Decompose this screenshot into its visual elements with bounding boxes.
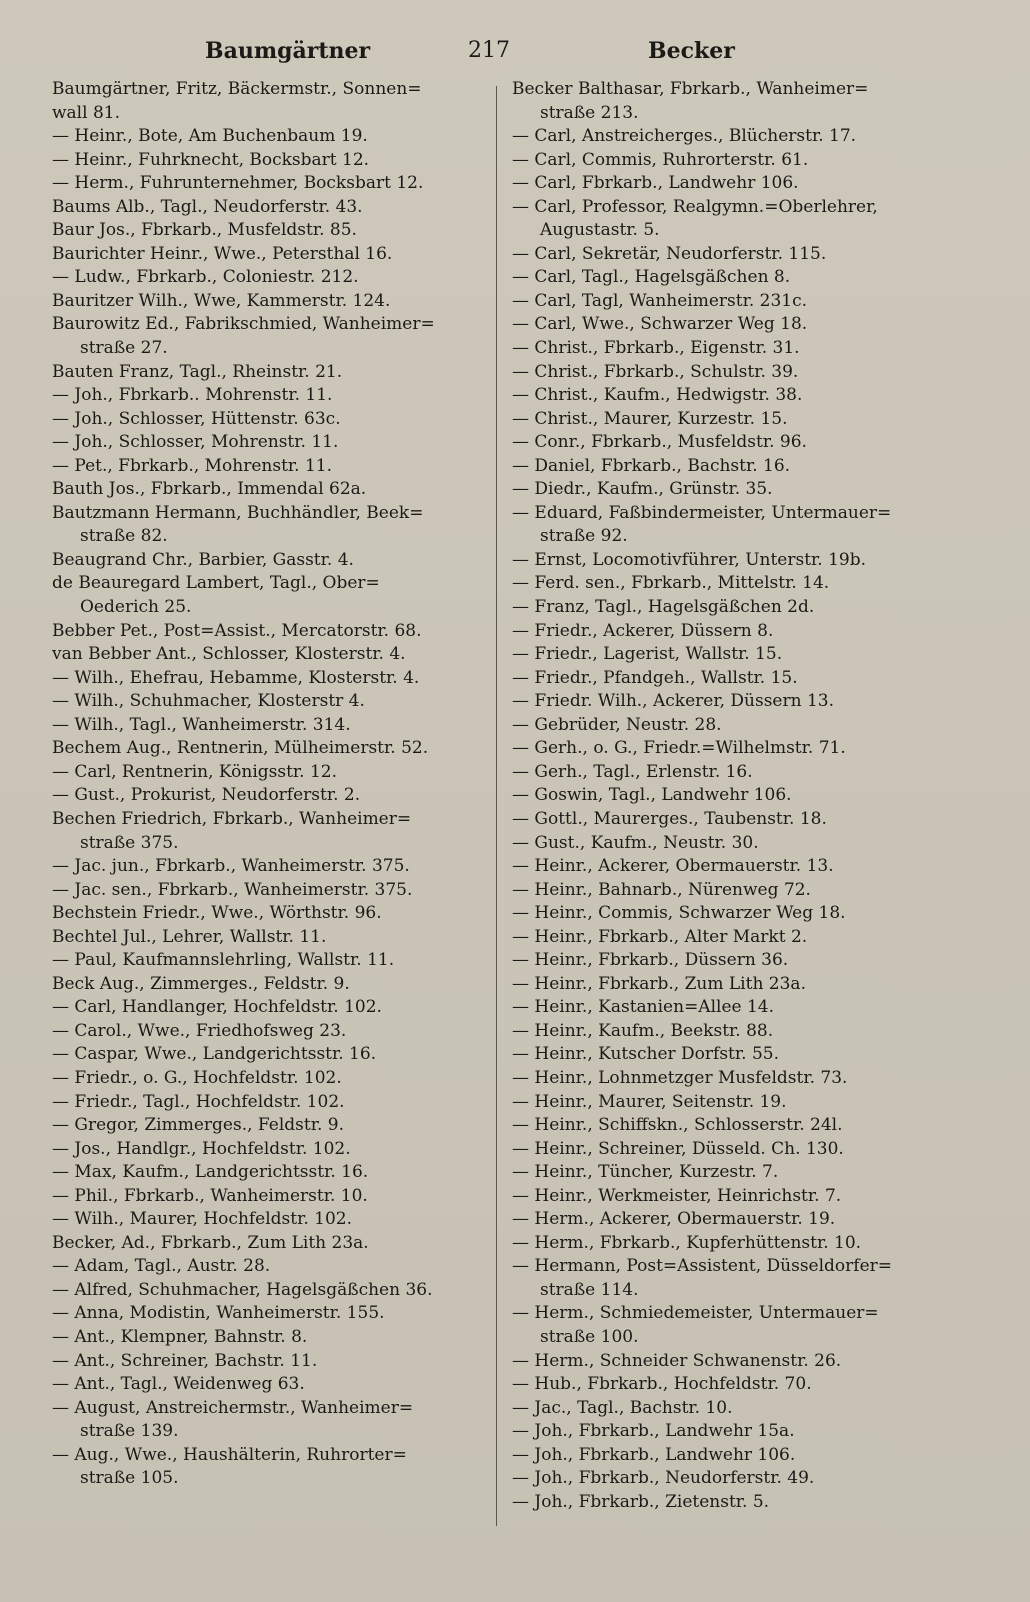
directory-entry-line: — Joh., Fbrkarb.. Mohrenstr. 11. <box>52 385 333 406</box>
directory-entry-line: — Christ., Fbrkarb., Schulstr. 39. <box>512 361 799 382</box>
directory-entry-line: — Herm., Schneider Schwanenstr. 26. <box>512 1350 842 1371</box>
directory-entry-line: — Eduard, Faßbindermeister, Untermauer= <box>512 502 892 523</box>
directory-entry-line: — Conr., Fbrkarb., Musfeldstr. 96. <box>512 432 807 453</box>
directory-entry-line: — Heinr., Bahnarb., Nürenweg 72. <box>512 879 811 900</box>
directory-entry-line: — Herm., Fbrkarb., Kupferhüttenstr. 10. <box>512 1232 862 1253</box>
page-number: 217 <box>468 38 510 63</box>
directory-entry-line: — Herm., Fuhrunternehmer, Bocksbart 12. <box>52 173 424 194</box>
directory-entry-line: Bautzmann Hermann, Buchhändler, Beek= <box>52 502 424 523</box>
directory-entry-line: — Friedr., Ackerer, Düssern 8. <box>512 620 774 641</box>
directory-entry-line: — Carl, Wwe., Schwarzer Weg 18. <box>512 314 808 335</box>
directory-entry-line: — Friedr., Tagl., Hochfeldstr. 102. <box>52 1091 345 1112</box>
directory-entry-line: Beck Aug., Zimmerges., Feldstr. 9. <box>52 973 350 994</box>
directory-entry-line: — Heinr., Kutscher Dorfstr. 55. <box>512 1044 779 1065</box>
directory-entry-line: — Heinr., Schiffskn., Schlosserstr. 24l. <box>512 1115 843 1136</box>
directory-entry-line: Bechen Friedrich, Fbrkarb., Wanheimer= <box>52 808 412 829</box>
directory-entry-line: — Gerh., Tagl., Erlenstr. 16. <box>512 761 753 782</box>
directory-entry-line: — Gottl., Maurerges., Taubenstr. 18. <box>512 808 827 829</box>
directory-entry-line: — Friedr., o. G., Hochfeldstr. 102. <box>52 1067 342 1088</box>
directory-entry-line: — Diedr., Kaufm., Grünstr. 35. <box>512 479 773 500</box>
directory-entry-line: — Wilh., Maurer, Hochfeldstr. 102. <box>52 1209 353 1230</box>
directory-entry-line: Augustastr. 5. <box>540 220 660 241</box>
directory-entry-line: Bebber Pet., Post=Assist., Mercatorstr. 68. <box>52 620 422 641</box>
directory-entry-line: — Herm., Schmiedemeister, Untermauer= <box>512 1303 879 1324</box>
directory-entry-line: — Heinr., Ackerer, Obermauerstr. 13. <box>512 856 834 877</box>
directory-entry-line: straße 27. <box>80 338 168 359</box>
directory-entry-line: — Ernst, Locomotivführer, Unterstr. 19b. <box>512 549 867 570</box>
directory-entry-line: — Heinr., Fuhrknecht, Bocksbart 12. <box>52 149 370 170</box>
directory-entry-line: — Herm., Ackerer, Obermauerstr. 19. <box>512 1209 836 1230</box>
directory-entry-line: — Joh., Schlosser, Hüttenstr. 63c. <box>52 408 341 429</box>
directory-entry-line: — Heinr., Fbrkarb., Alter Markt 2. <box>512 926 808 947</box>
directory-entry-line: — Franz, Tagl., Hagelsgäßchen 2d. <box>512 597 815 618</box>
directory-entry-line: — Jac. jun., Fbrkarb., Wanheimerstr. 375. <box>52 856 410 877</box>
directory-entry-line: — Heinr., Kaufm., Beekstr. 88. <box>512 1020 774 1041</box>
directory-entry-line: — Joh., Fbrkarb., Landwehr 15a. <box>512 1421 795 1442</box>
directory-entry-line: Bechtel Jul., Lehrer, Wallstr. 11. <box>52 926 327 947</box>
directory-entry-line: Oederich 25. <box>80 597 192 618</box>
directory-entry-line: Baurichter Heinr., Wwe., Petersthal 16. <box>52 243 393 264</box>
directory-entry-line: — Wilh., Ehefrau, Hebamme, Klosterstr. 4. <box>52 667 420 688</box>
directory-entry-line: Bauten Franz, Tagl., Rheinstr. 21. <box>52 361 343 382</box>
directory-entry-line: — Max, Kaufm., Landgerichtsstr. 16. <box>52 1162 369 1183</box>
directory-entry-line: straße 375. <box>80 832 179 853</box>
directory-entry-line: straße 82. <box>80 526 168 547</box>
directory-entry-line: — Jos., Handlgr., Hochfeldstr. 102. <box>52 1138 351 1159</box>
directory-entry-line: — Joh., Schlosser, Mohrenstr. 11. <box>52 432 339 453</box>
directory-entry-line: — Friedr., Pfandgeh., Wallstr. 15. <box>512 667 798 688</box>
directory-entry-line: straße 100. <box>540 1326 639 1347</box>
directory-entry-line: Becker, Ad., Fbrkarb., Zum Lith 23a. <box>52 1232 369 1253</box>
running-header <box>0 38 1030 68</box>
directory-entry-line: — Hub., Fbrkarb., Hochfeldstr. 70. <box>512 1374 812 1395</box>
directory-entry-line: — Carl, Tagl, Wanheimerstr. 231c. <box>512 290 808 311</box>
directory-entry-line: Baumgärtner, Fritz, Bäckermstr., Sonnen= <box>52 79 422 99</box>
directory-entry-line: — Gust., Prokurist, Neudorferstr. 2. <box>52 785 361 806</box>
directory-entry-line: — Christ., Maurer, Kurzestr. 15. <box>512 408 788 429</box>
column-divider <box>496 86 497 1526</box>
directory-entry-line: Bauritzer Wilh., Wwe, Kammerstr. 124. <box>52 290 391 311</box>
directory-entry-line: wall 81. <box>52 102 120 123</box>
directory-entry-line: — Wilh., Schuhmacher, Klosterstr 4. <box>52 691 365 712</box>
directory-entry-line: — Heinr., Schreiner, Düsseld. Ch. 130. <box>512 1138 844 1159</box>
directory-entry-line: — Carl, Rentnerin, Königsstr. 12. <box>52 761 338 782</box>
right-column <box>512 78 982 1514</box>
directory-entry-line: de Beauregard Lambert, Tagl., Ober= <box>52 573 380 594</box>
directory-entry-line: — Alfred, Schuhmacher, Hagelsgäßchen 36. <box>52 1279 433 1300</box>
directory-entry-line: — Paul, Kaufmannslehrling, Wallstr. 11. <box>52 950 395 971</box>
directory-entry-line: — Heinr., Fbrkarb., Düssern 36. <box>512 950 789 971</box>
directory-entry-line: — Heinr., Tüncher, Kurzestr. 7. <box>512 1162 779 1183</box>
directory-entry-line: Baur Jos., Fbrkarb., Musfeldstr. 85. <box>52 220 357 241</box>
header-left-term: Baumgärtner <box>205 38 371 64</box>
directory-entry-line: Baums Alb., Tagl., Neudorferstr. 43. <box>52 196 363 217</box>
directory-entry-line: — Goswin, Tagl., Landwehr 106. <box>512 785 792 806</box>
directory-entry-line: — Carl, Commis, Ruhrorterstr. 61. <box>512 149 809 170</box>
directory-entry-line: — Jac., Tagl., Bachstr. 10. <box>512 1397 733 1418</box>
directory-entry-line: — Heinr., Bote, Am Buchenbaum 19. <box>52 126 368 147</box>
directory-entry-line: — Joh., Fbrkarb., Zietenstr. 5. <box>512 1491 770 1512</box>
directory-entry-line: — Ferd. sen., Fbrkarb., Mittelstr. 14. <box>512 573 830 594</box>
directory-entry-line: straße 114. <box>540 1279 639 1300</box>
header-right-term: Becker <box>648 38 735 64</box>
directory-entry-line: — Carl, Tagl., Hagelsgäßchen 8. <box>512 267 791 288</box>
directory-entry-line: — Christ., Kaufm., Hedwigstr. 38. <box>512 385 803 406</box>
directory-entry-line: — Heinr., Maurer, Seitenstr. 19. <box>512 1091 787 1112</box>
directory-entry-line: — Aug., Wwe., Haushälterin, Ruhrorter= <box>52 1444 407 1465</box>
directory-entry-line: — Carl, Anstreicherges., Blücherstr. 17. <box>512 126 857 147</box>
directory-entry-line: straße 92. <box>540 526 628 547</box>
directory-entry-line: — Ant., Schreiner, Bachstr. 11. <box>52 1350 318 1371</box>
directory-entry-line: — Friedr. Wilh., Ackerer, Düssern 13. <box>512 691 834 712</box>
directory-entry-line: — Carl, Handlanger, Hochfeldstr. 102. <box>52 997 382 1018</box>
directory-entry-line: Becker Balthasar, Fbrkarb., Wanheimer= <box>512 79 869 99</box>
directory-entry-line: — Adam, Tagl., Austr. 28. <box>52 1256 271 1277</box>
directory-entry-line: — Heinr., Lohnmetzger Musfeldstr. 73. <box>512 1067 848 1088</box>
directory-entry-line: — Gebrüder, Neustr. 28. <box>512 714 722 735</box>
directory-entry-line: — Gregor, Zimmerges., Feldstr. 9. <box>52 1115 344 1136</box>
directory-entry-line: — Carl, Professor, Realgymn.=Oberlehrer, <box>512 196 878 217</box>
directory-entry-line: straße 139. <box>80 1421 179 1442</box>
directory-entry-line: — Jac. sen., Fbrkarb., Wanheimerstr. 375. <box>52 879 413 900</box>
directory-entry-line: Baurowitz Ed., Fabrikschmied, Wanheimer= <box>52 314 435 335</box>
directory-entry-line: straße 105. <box>80 1468 179 1489</box>
directory-entry-line: — Carl, Sekretär, Neudorferstr. 115. <box>512 243 827 264</box>
directory-entry-line: — Hermann, Post=Assistent, Düsseldorfer= <box>512 1256 893 1277</box>
directory-entry-line: — Joh., Fbrkarb., Neudorferstr. 49. <box>512 1468 815 1489</box>
directory-entry-line: — Pet., Fbrkarb., Mohrenstr. 11. <box>52 455 333 476</box>
directory-entry-line: — Friedr., Lagerist, Wallstr. 15. <box>512 644 783 665</box>
directory-entry-line: — Heinr., Commis, Schwarzer Weg 18. <box>512 903 846 924</box>
directory-entry-line: — August, Anstreichermstr., Wanheimer= <box>52 1397 414 1418</box>
directory-entry-line: — Heinr., Werkmeister, Heinrichstr. 7. <box>512 1185 842 1206</box>
directory-entry-line: — Phil., Fbrkarb., Wanheimerstr. 10. <box>52 1185 368 1206</box>
directory-entry-line: — Christ., Fbrkarb., Eigenstr. 31. <box>512 338 800 359</box>
directory-entry-line: — Carl, Fbrkarb., Landwehr 106. <box>512 173 799 194</box>
directory-entry-line: — Caspar, Wwe., Landgerichtsstr. 16. <box>52 1044 377 1065</box>
directory-entry-line: — Heinr., Kastanien=Allee 14. <box>512 997 775 1018</box>
directory-entry-line: Beaugrand Chr., Barbier, Gasstr. 4. <box>52 549 354 570</box>
directory-entry-line: — Gust., Kaufm., Neustr. 30. <box>512 832 759 853</box>
directory-entry-line: van Bebber Ant., Schlosser, Klosterstr. 4. <box>52 644 406 665</box>
directory-entry-line: — Gerh., o. G., Friedr.=Wilhelmstr. 71. <box>512 738 846 759</box>
directory-entry-line: — Wilh., Tagl., Wanheimerstr. 314. <box>52 714 351 735</box>
directory-entry-line: Bechstein Friedr., Wwe., Wörthstr. 96. <box>52 903 382 924</box>
directory-entry-line: — Ant., Tagl., Weidenweg 63. <box>52 1374 305 1395</box>
directory-entry-line: — Heinr., Fbrkarb., Zum Lith 23a. <box>512 973 806 994</box>
directory-entry-line: — Ludw., Fbrkarb., Coloniestr. 212. <box>52 267 359 288</box>
directory-entry-line: Bauth Jos., Fbrkarb., Immendal 62a. <box>52 479 367 500</box>
directory-entry-line: — Anna, Modistin, Wanheimerstr. 155. <box>52 1303 385 1324</box>
directory-entry-line: — Ant., Klempner, Bahnstr. 8. <box>52 1326 308 1347</box>
directory-entry-line: Bechem Aug., Rentnerin, Mülheimerstr. 52. <box>52 738 429 759</box>
directory-entry-line: — Joh., Fbrkarb., Landwehr 106. <box>512 1444 796 1465</box>
left-column <box>52 78 492 1491</box>
directory-entry-line: — Carol., Wwe., Friedhofsweg 23. <box>52 1020 347 1041</box>
directory-entry-line: straße 213. <box>540 102 639 123</box>
directory-entry-line: — Daniel, Fbrkarb., Bachstr. 16. <box>512 455 791 476</box>
